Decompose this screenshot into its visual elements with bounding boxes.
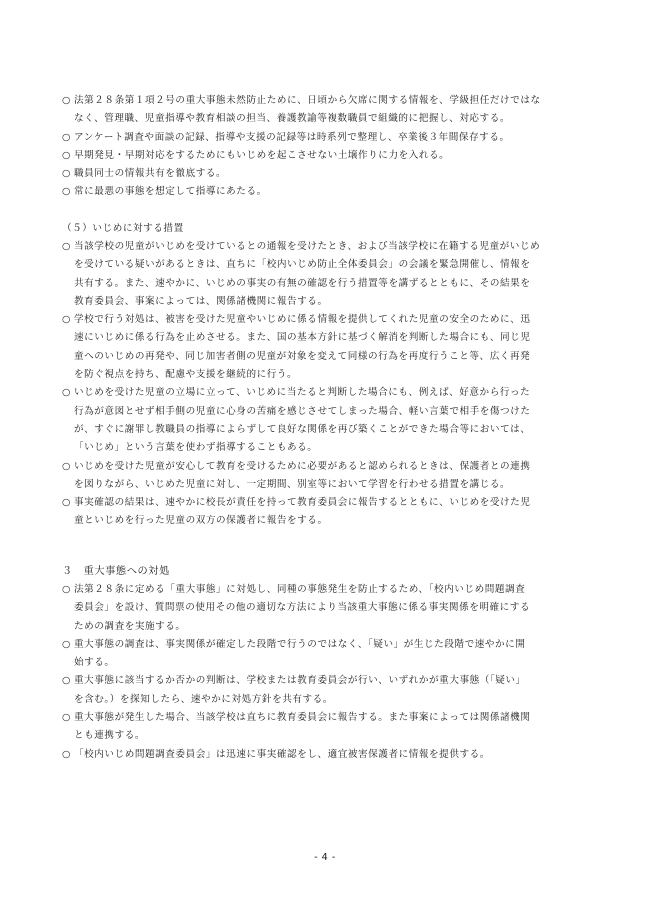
bullet-icon: ○: [62, 497, 71, 509]
list-item: ○ 職員同士の情報共有を徹底する。: [62, 165, 602, 183]
section-serious-incidents: [62, 563, 602, 764]
bullet-icon: ○: [62, 131, 71, 143]
list-item: ○ 「校内いじめ問題調査委員会」は迅速に事実確認をし、適宜被害保護者に情報を提供する。: [62, 746, 602, 764]
list-item: ○ 学校で行う対処は、被害を受けた児童やいじめに係る情報を提供してくれた児童の安全のために、迅 速にいじめに係る行為を止めさせる。また、国の基本方針に基づく解消を判断した場合にも、同じ児 童へのいじめの再発や、同じ加害者側の児童が対象を変えて同様の行為を再度行うこと等、広く再発 を防ぐ視点を持ち、配慮や支援を継続的に行う。: [62, 311, 602, 384]
section-heading: ３ 重大事態への対処: [62, 566, 170, 577]
bullet-icon: ○: [62, 186, 71, 198]
bullet-icon: ○: [62, 95, 71, 106]
bullet-icon: ○: [62, 387, 71, 399]
bullet-icon: ○: [62, 675, 71, 687]
bullet-icon: ○: [62, 638, 71, 650]
bullet-icon: ○: [62, 712, 71, 724]
bullet-icon: ○: [62, 748, 71, 760]
list-item: ○ 重大事態が発生した場合、当該学校は直ちに教育委員会に報告する。また事案によっては関係諸機関 とも連携する。: [62, 709, 602, 746]
list-item: ○ 重大事態に該当するか否かの判断は、学校または教育委員会が行い、いずれかが重大事態（「疑い」 を含む。）を探知したら、速やかに対処方針を共有する。: [62, 672, 602, 709]
list-item: ○ いじめを受けた児童の立場に立って、いじめに当たると判断した場合にも、例えば、好意から行った 行為が意図とせず相手側の児童に心身の苦痛を感じさせてしまった場合、軽い言葉で相手を傷つけた が、すぐに謝罪し教職員の指導によらずして良好な関係を再び築くことができた場合等においては、 「いじめ」という言葉を使わず指導することもある。: [62, 384, 602, 457]
bullet-icon: ○: [62, 168, 71, 180]
list-item: ○ 法第２８条に定める「重大事態」に対処し、同種の事態発生を防止するため、「校内いじめ問題調査 委員会」を設け、質問票の使用その他の適切な方法により当該重大事態に係る事実関係を明確にする ための調査を実施する。: [62, 581, 602, 636]
bullet-icon: ○: [62, 460, 71, 472]
list-item: ○ 法第２８条第１項２号の重大事態未然防止ために、日頃から欠席に関する情報を、学級担任だけではな なく、管理職、児童指導や教育相談の担当、養護教諭等複数職員で組織的に把握し、対応する。: [62, 92, 602, 129]
list-item: ○ アンケート調査や面談の記録、指導や支援の記録等は時系列で整理し、卒業後３年間保存する。: [62, 129, 602, 147]
list-item: ○ 重大事態の調査は、事実関係が確定した段階で行うのではなく、「疑い」が生じた段階で速やかに開 始する。: [62, 636, 602, 673]
section-bullying-measures: [62, 220, 602, 531]
bullet-icon: ○: [62, 584, 71, 595]
list-item: ○ 常に最悪の事態を想定して指導にあたる。: [62, 183, 602, 201]
bullet-icon: ○: [62, 314, 71, 326]
section-heading: （５）いじめに対する措置: [62, 223, 184, 234]
bullet-icon: ○: [62, 149, 71, 161]
section-prevention-list: [62, 92, 602, 202]
list-item: ○ 当該学校の児童がいじめを受けているとの通報を受けたとき、および当該学校に在籍する児童がいじめ を受けている疑いがあるときは、直ちに「校内いじめ防止全体委員会」の会議を緊急開催し、情報を 共有する。また、速やかに、いじめの事実の有無の確認を行う措置等を講ずるとともに、その結果を 教育委員会、事案によっては、関係諸機関に報告する。: [62, 238, 602, 311]
list-item: ○ 早期発見・早期対応をするためにもいじめを起こさせない土壌作りに力を入れる。: [62, 147, 602, 165]
page-number: - 4 -: [314, 852, 336, 863]
list-item: ○ いじめを受けた児童が安心して教育を受けるために必要があると認められるときは、保護者との連携 を図りながら、いじめた児童に対し、一定期間、別室等において学習を行わせる措置を講じる。: [62, 458, 602, 495]
list-item: ○ 事実確認の結果は、速やかに校長が責任を持って教育委員会に報告するとともに、いじめを受けた児 童といじめを行った児童の双方の保護者に報告をする。: [62, 494, 602, 531]
bullet-icon: ○: [62, 241, 71, 252]
